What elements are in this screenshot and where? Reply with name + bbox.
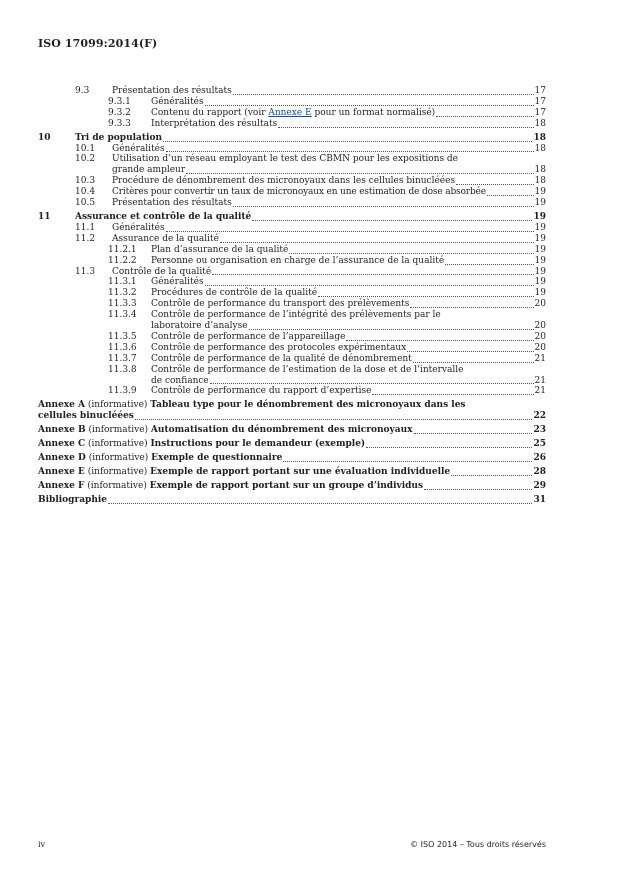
toc-entry-annex-a-line2[interactable] xyxy=(38,411,546,422)
toc-leader xyxy=(289,253,533,254)
toc-leader xyxy=(233,206,534,207)
annex-title: Instructions pour le demandeur (exemple) xyxy=(150,439,366,450)
toc-title xyxy=(38,481,423,492)
annex-type: (informative) xyxy=(84,466,151,477)
toc-page: 29 xyxy=(533,480,546,491)
annex-type: (informative) xyxy=(84,480,150,491)
toc-title: grande ampleur xyxy=(112,165,186,176)
toc-page: 19 xyxy=(534,222,546,233)
annex-e-link[interactable]: Annexe E xyxy=(268,107,312,118)
toc-entry-11-1[interactable] xyxy=(38,223,546,234)
toc-entry-10-1[interactable] xyxy=(38,144,546,155)
toc-number: 11 xyxy=(38,211,51,222)
toc-entry-11-3-6[interactable] xyxy=(38,343,546,354)
toc-entry-10-3[interactable] xyxy=(38,176,546,187)
toc-number: 11.3.9 xyxy=(108,386,137,397)
toc-number: 11.3.7 xyxy=(108,353,137,364)
toc-page: 17 xyxy=(534,86,546,96)
toc-page: 21 xyxy=(534,375,546,386)
toc-page: 18 xyxy=(533,132,546,143)
toc-page: 19 xyxy=(534,266,546,277)
toc-number: 11.3.8 xyxy=(108,364,137,375)
toc-page: 19 xyxy=(534,233,546,244)
toc-entry-11-3-7[interactable] xyxy=(38,354,546,365)
toc-entry-11-3-2[interactable] xyxy=(38,288,546,299)
toc-entry-11-3-8-line1[interactable] xyxy=(38,365,546,376)
toc-entry-11[interactable] xyxy=(38,212,546,223)
toc-page: 21 xyxy=(534,386,546,397)
toc-page: 19 xyxy=(534,198,546,209)
toc-entry-10-4[interactable] xyxy=(38,187,546,198)
toc-leader xyxy=(249,329,534,330)
toc-title: Contrôle de performance de l’estimation de la dose et de l’intervalle xyxy=(151,364,464,375)
annex-label: Annexe A xyxy=(38,400,86,411)
toc-entry-9-3-1[interactable] xyxy=(38,97,546,108)
toc-number: 9.3.1 xyxy=(108,96,131,107)
toc-page: 20 xyxy=(534,299,546,310)
toc-leader xyxy=(186,173,533,174)
toc-entry-11-2-1[interactable] xyxy=(38,245,546,256)
toc-entry-11-3-4-line1[interactable] xyxy=(38,310,546,321)
toc-number: 10.1 xyxy=(75,143,96,154)
toc-number: 11.1 xyxy=(75,222,96,233)
toc-page: 19 xyxy=(533,211,546,222)
table-of-contents xyxy=(38,86,546,506)
toc-title: Contrôle de performance de l’appareillage xyxy=(151,331,346,342)
toc-leader xyxy=(108,503,532,504)
toc-entry-10-5[interactable] xyxy=(38,198,546,209)
toc-leader xyxy=(487,195,534,196)
toc-page: 18 xyxy=(534,118,546,129)
toc-number: 11.3.4 xyxy=(108,310,137,321)
toc-title: Utilisation d’un réseau employant le test des CBMN pour les expositions de xyxy=(112,154,459,165)
footer-page-number: iv xyxy=(38,840,46,849)
toc-page: 19 xyxy=(534,187,546,198)
toc-page: 17 xyxy=(534,107,546,118)
toc-entry-9-3-2[interactable] xyxy=(38,108,546,119)
toc-page: 20 xyxy=(534,342,546,353)
toc-title: Présentation des résultats xyxy=(112,86,232,96)
toc-page: 20 xyxy=(534,331,546,342)
toc-leader xyxy=(445,264,533,265)
toc-page: 31 xyxy=(533,494,546,505)
annex-type: (informative) xyxy=(85,425,151,436)
toc-title xyxy=(151,108,435,119)
toc-title xyxy=(38,439,365,450)
footer-copyright: © ISO 2014 – Tous droits réservés xyxy=(410,840,546,849)
toc-title-part: Contenu du rapport (voir xyxy=(151,107,269,118)
toc-leader xyxy=(220,242,534,243)
toc-entry-bibliography[interactable] xyxy=(38,495,546,506)
toc-title: cellules binucléées xyxy=(38,411,134,422)
toc-leader xyxy=(135,419,533,420)
toc-leader xyxy=(410,307,533,308)
toc-title xyxy=(38,425,413,436)
toc-leader xyxy=(424,489,532,490)
toc-number: 9.3.3 xyxy=(108,118,131,129)
toc-title: Contrôle de performance de la qualité de dénombrement xyxy=(151,353,412,364)
toc-page: 23 xyxy=(533,425,546,436)
toc-page: 25 xyxy=(533,439,546,450)
toc-title: Personne ou organisation en charge de l’assurance de la qualité xyxy=(151,255,445,266)
toc-leader xyxy=(163,141,532,142)
toc-leader xyxy=(436,116,533,117)
toc-title: Contrôle de la qualité xyxy=(112,266,212,277)
toc-title: Bibliographie xyxy=(38,494,108,505)
toc-leader xyxy=(413,362,534,363)
toc-number: 10.5 xyxy=(75,198,96,209)
toc-page: 21 xyxy=(534,353,546,364)
toc-title: Généralités xyxy=(112,143,165,154)
toc-leader xyxy=(372,394,533,395)
toc-leader xyxy=(451,475,532,476)
toc-page: 26 xyxy=(533,453,546,463)
toc-number: 10.3 xyxy=(75,176,96,187)
toc-title: Critères pour convertir un taux de micronoyaux en une estimation de dose absorbée xyxy=(112,187,486,198)
toc-leader xyxy=(456,184,533,185)
toc-number: 11.3.1 xyxy=(108,277,137,288)
toc-entry-10[interactable] xyxy=(38,133,546,144)
toc-number: 11.3 xyxy=(75,266,96,277)
annex-title: Exemple de rapport portant sur une évaluation individuelle xyxy=(150,466,451,477)
annex-label: Annexe C xyxy=(38,439,86,450)
toc-leader xyxy=(283,461,532,462)
toc-entry-annex-e[interactable] xyxy=(38,467,546,478)
toc-number: 10.2 xyxy=(75,154,96,165)
toc-leader xyxy=(233,94,534,95)
toc-entry-9-3-3[interactable] xyxy=(38,119,546,130)
toc-number: 11.3.5 xyxy=(108,331,137,342)
toc-entry-11-3-9[interactable] xyxy=(38,386,546,397)
toc-page: 22 xyxy=(533,411,546,422)
toc-page: 28 xyxy=(533,466,546,477)
toc-leader xyxy=(166,151,534,152)
toc-entry-11-3-8-line2[interactable] xyxy=(38,376,546,387)
toc-entry-9-3[interactable] xyxy=(38,86,546,97)
toc-page: 20 xyxy=(534,321,546,332)
toc-entry-11-3-1[interactable] xyxy=(38,277,546,288)
toc-title: Procédure de dénombrement des micronoyaux dans les cellules binucléées xyxy=(112,176,456,187)
toc-entry-annex-d[interactable] xyxy=(38,453,546,464)
toc-leader xyxy=(407,351,533,352)
toc-number: 9.3 xyxy=(75,86,90,96)
toc-leader xyxy=(414,433,533,434)
toc-page: 19 xyxy=(534,288,546,299)
annex-title: Exemple de questionnaire xyxy=(151,453,283,463)
toc-number: 11.2 xyxy=(75,233,96,244)
toc-number: 11.3.2 xyxy=(108,288,137,299)
toc-entry-11-3-3[interactable] xyxy=(38,299,546,310)
toc-number: 11.2.1 xyxy=(108,244,137,255)
toc-leader xyxy=(166,231,534,232)
toc-title: laboratoire d’analyse xyxy=(151,321,248,332)
toc-page: 19 xyxy=(534,255,546,266)
annex-title: Exemple de rapport portant sur un groupe d’individus xyxy=(149,480,424,491)
toc-number: 11.2.2 xyxy=(108,255,137,266)
annex-label: Annexe E xyxy=(38,466,85,477)
toc-title: Procédures de contrôle de la qualité xyxy=(151,288,318,299)
annex-label: Annexe D xyxy=(38,453,86,463)
toc-entry-annex-f[interactable] xyxy=(38,481,546,492)
toc-entry-annex-b[interactable] xyxy=(38,425,546,436)
toc-entry-11-3-4-line2[interactable] xyxy=(38,321,546,332)
toc-number: 11.3.3 xyxy=(108,299,137,310)
toc-page: 19 xyxy=(534,244,546,255)
toc-entry-annex-a-line1[interactable] xyxy=(38,400,546,411)
toc-page: 19 xyxy=(534,277,546,288)
toc-title: Généralités xyxy=(151,277,204,288)
toc-leader xyxy=(318,296,533,297)
document-header: ISO 17099:2014(F) xyxy=(38,37,158,50)
annex-type: (informative) xyxy=(85,400,151,411)
annex-title: Tableau type pour le dénombrement des micronoyaux dans les xyxy=(150,400,466,411)
toc-number: 11.3.6 xyxy=(108,342,137,353)
toc-leader xyxy=(205,285,534,286)
annex-title: Automatisation du dénombrement des micronoyaux xyxy=(150,425,413,436)
toc-page: 18 xyxy=(534,143,546,154)
toc-entry-11-3[interactable] xyxy=(38,267,546,278)
toc-leader xyxy=(212,274,533,275)
toc-title: Contrôle de performance de l’intégrité des prélèvements par le xyxy=(151,310,441,321)
toc-title: Présentation des résultats xyxy=(112,198,232,209)
toc-title: Contrôle de performance du rapport d’expertise xyxy=(151,386,372,397)
annex-type: (informative) xyxy=(85,453,152,463)
toc-leader xyxy=(205,105,534,106)
annex-label: Annexe F xyxy=(38,480,85,491)
toc-leader xyxy=(252,220,532,221)
toc-title: Plan d’assurance de la qualité xyxy=(151,244,289,255)
toc-page: 18 xyxy=(534,165,546,176)
toc-number: 10.4 xyxy=(75,187,96,198)
toc-title: Généralités xyxy=(112,222,165,233)
toc-number: 10 xyxy=(38,132,51,143)
toc-title xyxy=(38,400,466,411)
toc-title: Contrôle de performance des protocoles expérimentaux xyxy=(151,342,407,353)
toc-entry-11-2[interactable] xyxy=(38,234,546,245)
toc-title: Tri de population xyxy=(75,132,162,143)
toc-title xyxy=(38,453,282,464)
annex-label: Annexe B xyxy=(38,425,86,436)
toc-number: 9.3.2 xyxy=(108,107,131,118)
toc-leader xyxy=(346,340,533,341)
toc-leader xyxy=(210,383,534,384)
toc-page: 17 xyxy=(534,96,546,107)
toc-leader xyxy=(278,127,533,128)
annex-type: (informative) xyxy=(85,439,151,450)
toc-title xyxy=(38,467,450,478)
toc-title: Assurance et contrôle de la qualité xyxy=(75,211,252,222)
toc-entry-10-2-line1[interactable] xyxy=(38,154,546,165)
toc-entry-11-3-5[interactable] xyxy=(38,332,546,343)
toc-title: Interprétation des résultats xyxy=(151,118,278,129)
toc-page: 18 xyxy=(534,176,546,187)
toc-title: Contrôle de performance du transport des prélèvements xyxy=(151,299,410,310)
toc-title: Assurance de la qualité xyxy=(112,233,219,244)
toc-leader xyxy=(366,447,532,448)
toc-entry-10-2-line2[interactable] xyxy=(38,165,546,176)
toc-title: de confiance xyxy=(151,375,209,386)
toc-title: Généralités xyxy=(151,96,204,107)
toc-title-part: pour un format normalisé) xyxy=(311,107,436,118)
toc-entry-11-2-2[interactable] xyxy=(38,256,546,267)
toc-entry-annex-c[interactable] xyxy=(38,439,546,450)
